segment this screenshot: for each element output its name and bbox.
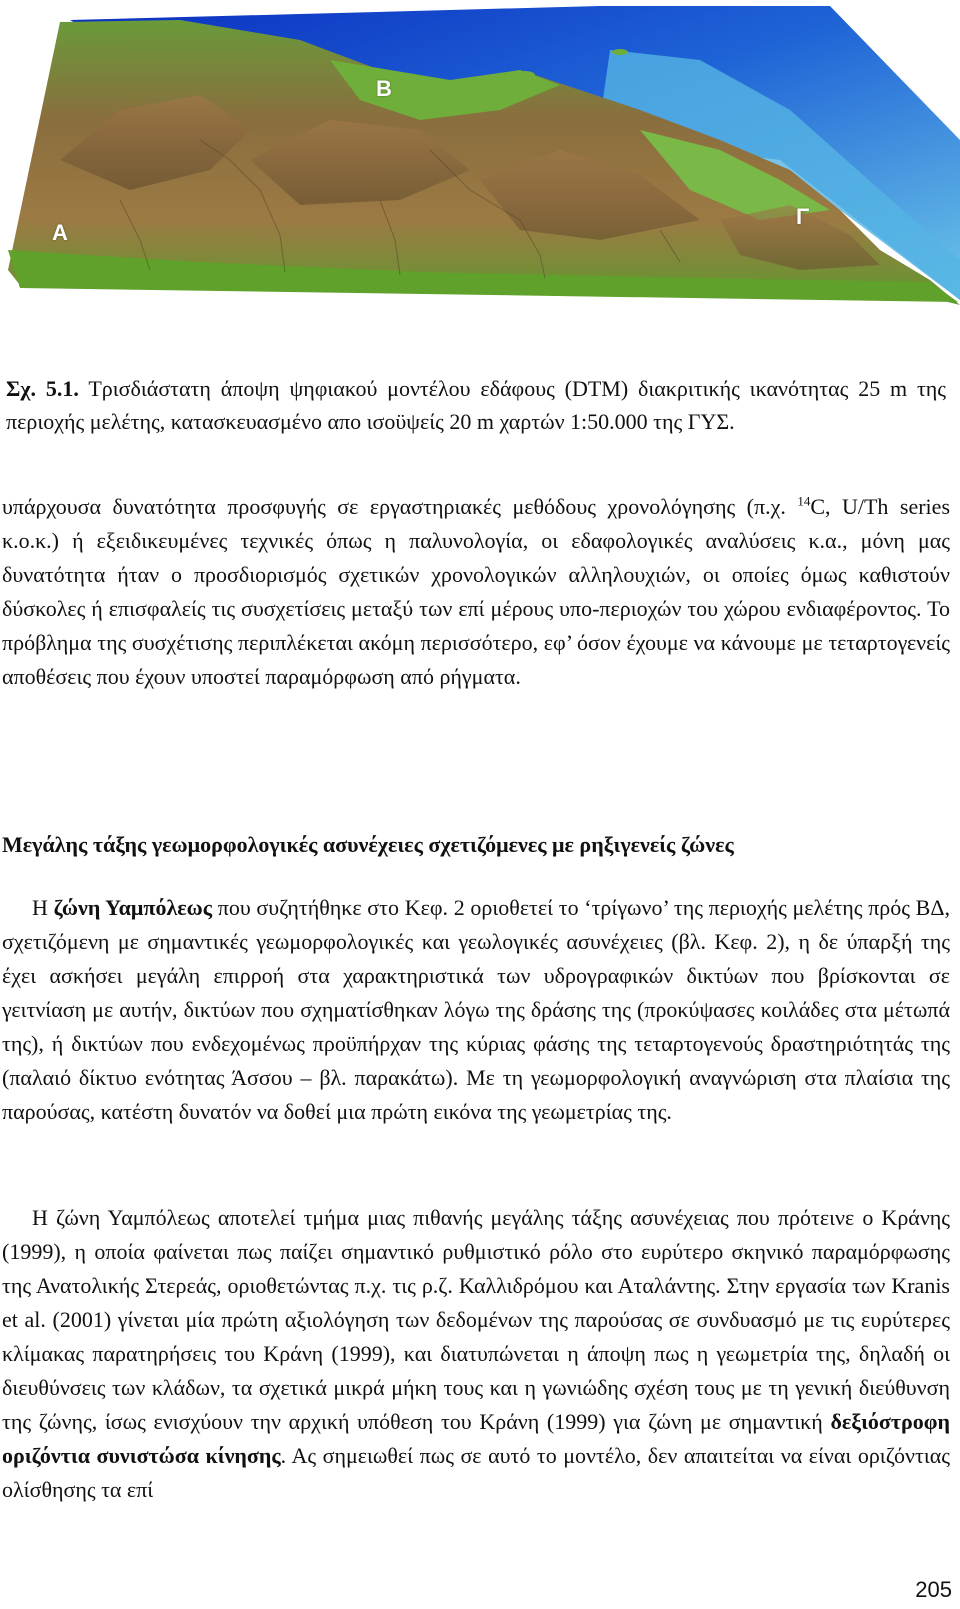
map-label-c: Γ — [796, 204, 810, 229]
para3-before-bold: Η ζώνη Υαμπόλεως αποτελεί τμήμα μιας πιθανής μεγάλης τάξης ασυνέχειας που πρότεινε ο Κράνης (1999), η οποία φαίνεται πως παίζει σημαντικό ρυθμιστικό ρόλο στο ευρύτερο σκηνικό παραμόρφωσης της Ανατολικής Στερεάς, οριοθετώντας π.χ. τις ρ.ζ. Καλλιδρόμου και Αταλάντης. Στην εργασία των Kranis et al. (2001) γίνεται μία πρώτη αξιολόγηση των δεδομένων της παρούσας σε συνδυασμό με τις ευρύτερες κλίμακας παρατηρήσεις του Κράνη (1999), και διατυπώνεται η άποψη πως η γεωμετρία της, δηλαδή οι διευθύνσεις των κλάδων, τα σχετικά μικρά μήκη τους και η γωνιώδης σχέση τους με τη γενική διεύθυνση της ζώνης, ίσως ενισχύουν την αρχική υπόθεση του Κράνη (1999) για ζώνη με σημαντική — [2, 1205, 950, 1434]
map-label-b: Β — [376, 76, 392, 101]
caption-label: Σχ. 5.1. — [6, 376, 79, 401]
island — [515, 71, 535, 79]
caption-text: Τρισδιάστατη άποψη ψηφιακού μοντέλου εδάφους (DTM) διακριτικής ικανότητας 25 m της περιοχής μελέτης, κατασκευασμένο απο ισοϋψείς 20 m χαρτών 1:50.000 της ΓΥΣ. — [6, 376, 947, 434]
terrain-model — [0, 0, 960, 320]
para1-after-sup: C, U/Th series κ.ο.κ.) ή εξειδικευμένες τεχνικές όπως η παλυνολογία, οι εδαφολογικές αναλύσεις κ.α., μόνη μας δυνατότητα ήταν ο προσδιορισμός σχετικών χρονολογικών αλληλουχιών, οι οποίες όμως καθιστούν δύσκολες ή επισφαλείς τις συσχετίσεις μεταξύ των επί μέρους υπο-περιοχών του χώρου ενδιαφέροντος. Το πρόβλημα της συσχέτισης περιπλέκεται ακόμη περισσότερο, εφ’ όσον έχουμε να κάνουμε με τεταρτογενείς αποθέσεις που έχουν υποστεί παραμόρφωση από ρήγματα. — [2, 494, 950, 689]
section-heading: Μεγάλης τάξης γεωμορφολογικές ασυνέχειες σχετιζόμενες με ρηξιγενείς ζώνες — [2, 832, 734, 857]
island — [612, 49, 628, 55]
para2-rest: που συζητήθηκε στο Κεφ. 2 οριοθετεί το ‘τρίγωνο’ της περιοχής μελέτης πρός ΒΔ, σχετιζόμενη με σημαντικές γεωμορφολογικές και γεωλογικές ασυνέχειες (βλ. Κεφ. 2), η δε ύπαρξή της έχει ασκήσει μεγάλη επιρροή στα χαρακτηριστικά των υδρογραφικών δικτύων που βρίσκονται σε γειτνίαση με αυτήν, δικτύων που σχηματίσθηκαν λόγω της δράσης της (προκύψασες κοιλάδες στα μέτωπά της), ή δικτύων που ενδεχομένως προϋπήρχαν της κύριας φάσης της τεταρτογενούς δραστηριότητάς της (παλαιό δίκτυο ενότητας Άσσου – βλ. παρακάτω). Με τη γεωμορφολογική αναγνώριση στα πλαίσια της παρούσας, κατέστη δυνατόν να δοθεί μια πρώτη εικόνα της γεωμετρίας της. — [2, 895, 951, 1124]
para2-lead: Η — [32, 895, 54, 920]
isotope-superscript: 14 — [797, 493, 811, 509]
figure-caption — [6, 372, 946, 438]
para3-after-bold: . Ας σημειωθεί πως σε αυτό το μοντέλο, δεν απαιτείται να είναι οριζόντιας ολίσθησης τα επί — [2, 1443, 950, 1502]
para2-bold-term: ζώνη Υαμπόλεως — [53, 895, 213, 920]
paragraph-3 — [2, 1201, 950, 1507]
para3-bold-term: δεξιόστροφη οριζόντια συνιστώσα κίνησης — [2, 1409, 950, 1468]
paragraph-1 — [2, 490, 950, 694]
map-label-a: Α — [52, 220, 68, 245]
paragraph-2 — [2, 891, 950, 1129]
page-number: 205 — [915, 1577, 952, 1602]
dtm-figure — [0, 0, 960, 320]
para1-before-sup: υπάρχουσα δυνατότητα προσφυγής σε εργαστηριακές μεθόδους χρονολόγησης (π.χ. — [2, 494, 798, 519]
